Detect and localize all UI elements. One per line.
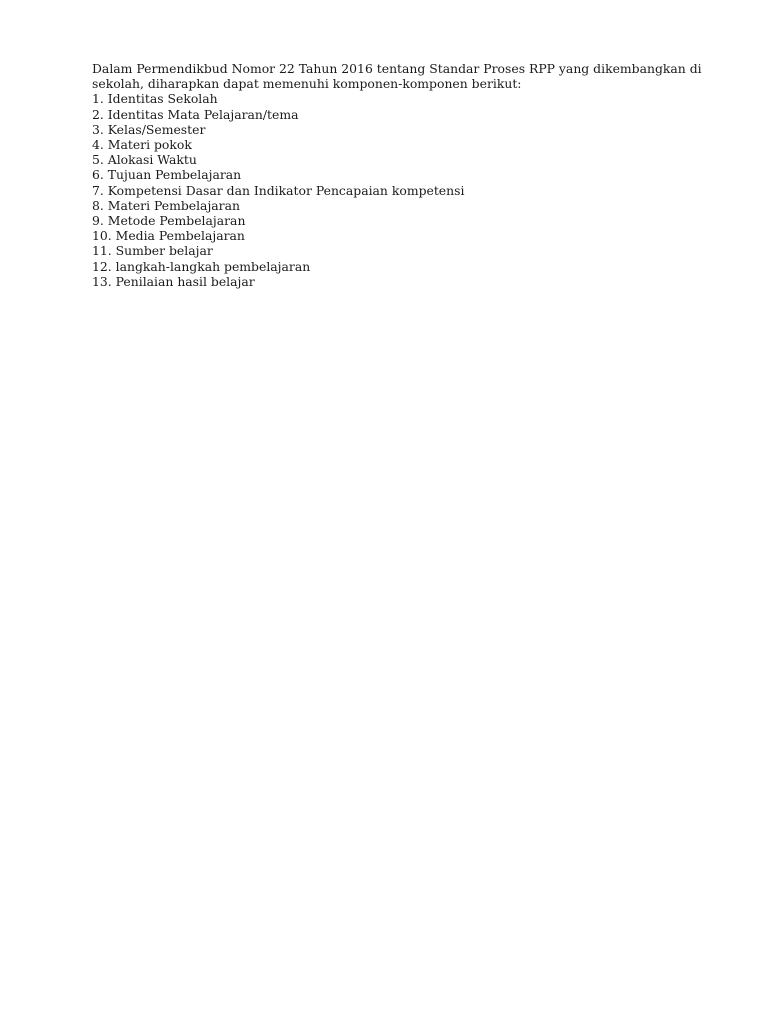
- intro-paragraph: [92, 61, 712, 91]
- list-item: 10. Media Pembelajaran: [92, 228, 245, 244]
- document-body: [92, 61, 712, 289]
- list-item: 3. Kelas/Semester: [92, 121, 206, 137]
- list-item: 9. Metode Pembelajaran: [92, 213, 246, 229]
- list-item: 12. langkah-langkah pembelajaran: [92, 258, 311, 274]
- component-list: [92, 91, 712, 289]
- intro-line: sekolah, diharapkan dapat memenuhi komponen-komponen berikut:: [92, 76, 522, 92]
- list-item: 6. Tujuan Pembelajaran: [92, 167, 242, 183]
- list-item: 11. Sumber belajar: [92, 243, 213, 259]
- list-item: 2. Identitas Mata Pelajaran/tema: [92, 106, 299, 122]
- list-item: 5. Alokasi Waktu: [92, 152, 197, 168]
- list-item: 13. Penilaian hasil belajar: [92, 273, 255, 289]
- list-item: 8. Materi Pembelajaran: [92, 197, 240, 213]
- intro-line: Dalam Permendikbud Nomor 22 Tahun 2016 tentang Standar Proses RPP yang dikembangkan di: [92, 61, 702, 76]
- list-item: 1. Identitas Sekolah: [92, 91, 218, 107]
- list-item: 7. Kompetensi Dasar dan Indikator Pencapaian kompetensi: [92, 182, 465, 198]
- list-item: 4. Materi pokok: [92, 137, 192, 153]
